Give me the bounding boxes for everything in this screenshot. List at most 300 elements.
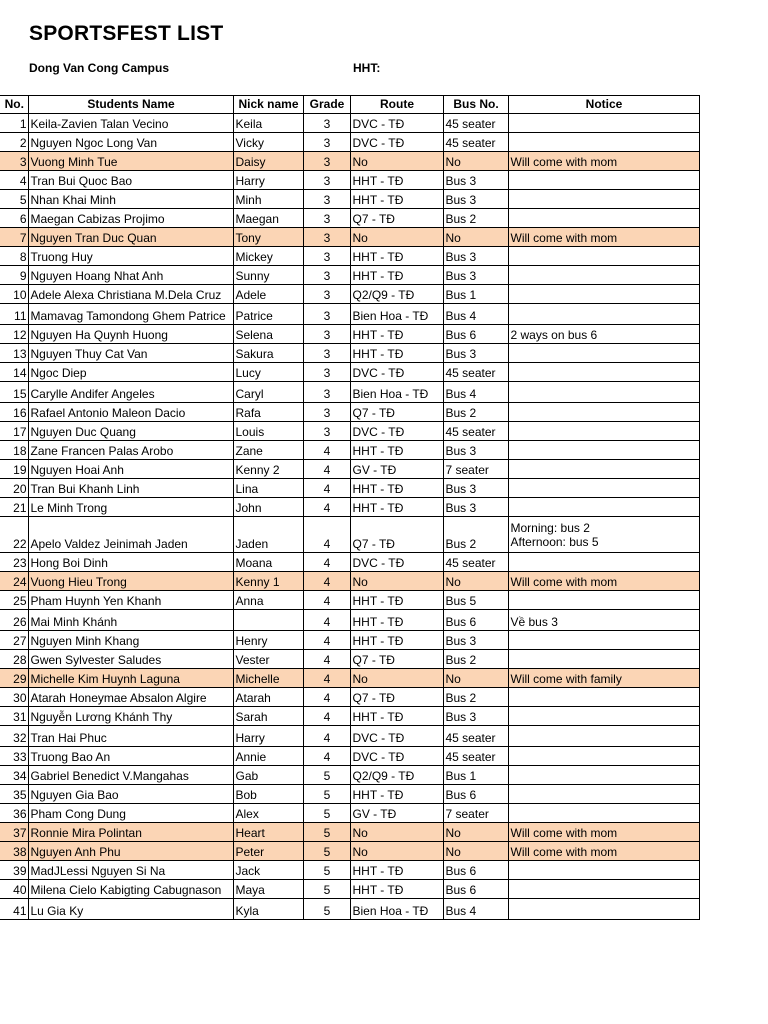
- cell-nick-name: Selena: [233, 325, 303, 344]
- table-row: [0, 823, 699, 842]
- cell-student-name: Tran Bui Khanh Linh: [28, 479, 233, 498]
- table-row: [0, 553, 699, 572]
- table-row: [0, 572, 699, 591]
- cell-student-name: Michelle Kim Huynh Laguna: [28, 669, 233, 688]
- cell-grade: 3: [303, 114, 350, 133]
- cell-notice: [508, 114, 699, 133]
- cell-grade: 3: [303, 285, 350, 304]
- cell-student-name: Pham Cong Dung: [28, 804, 233, 823]
- cell-notice: Will come with mom: [508, 152, 699, 171]
- cell-bus-no: 45 seater: [443, 114, 508, 133]
- cell-bus-no: Bus 1: [443, 766, 508, 785]
- cell-notice: [508, 553, 699, 572]
- cell-no: 32: [0, 726, 28, 747]
- cell-bus-no: Bus 4: [443, 382, 508, 403]
- cell-route: HHT - TĐ: [350, 344, 443, 363]
- cell-nick-name: Sunny: [233, 266, 303, 285]
- cell-notice: Will come with mom: [508, 572, 699, 591]
- cell-notice: [508, 591, 699, 610]
- cell-nick-name: Vester: [233, 650, 303, 669]
- cell-notice: [508, 650, 699, 669]
- cell-grade: 5: [303, 785, 350, 804]
- cell-notice: [508, 382, 699, 403]
- cell-nick-name: John: [233, 498, 303, 517]
- cell-no: 8: [0, 247, 28, 266]
- cell-notice: [508, 190, 699, 209]
- cell-bus-no: Bus 3: [443, 479, 508, 498]
- cell-grade: 4: [303, 460, 350, 479]
- cell-nick-name: Louis: [233, 422, 303, 441]
- cell-grade: 3: [303, 422, 350, 441]
- notice-line: Afternoon: bus 5: [510, 534, 599, 549]
- cell-grade: 4: [303, 650, 350, 669]
- header-row: [0, 96, 699, 114]
- cell-nick-name: Lucy: [233, 363, 303, 382]
- table-row: [0, 152, 699, 171]
- cell-notice: [508, 861, 699, 880]
- cell-nick-name: Patrice: [233, 304, 303, 325]
- cell-no: 34: [0, 766, 28, 785]
- cell-route: Q7 - TĐ: [350, 209, 443, 228]
- cell-nick-name: Sarah: [233, 707, 303, 726]
- cell-student-name: Hong Boi Dinh: [28, 553, 233, 572]
- table-row: [0, 726, 699, 747]
- cell-notice: [508, 285, 699, 304]
- cell-route: HHT - TĐ: [350, 190, 443, 209]
- cell-grade: 5: [303, 842, 350, 861]
- cell-bus-no: Bus 6: [443, 880, 508, 899]
- cell-grade: 4: [303, 747, 350, 766]
- cell-nick-name: Anna: [233, 591, 303, 610]
- cell-bus-no: Bus 3: [443, 190, 508, 209]
- cell-notice: [508, 171, 699, 190]
- cell-grade: 3: [303, 344, 350, 363]
- cell-grade: 4: [303, 498, 350, 517]
- cell-route: Q2/Q9 - TĐ: [350, 285, 443, 304]
- cell-grade: 3: [303, 228, 350, 247]
- cell-student-name: Apelo Valdez Jeinimah Jaden: [28, 517, 233, 553]
- cell-nick-name: Harry: [233, 726, 303, 747]
- cell-no: 15: [0, 382, 28, 403]
- cell-route: HHT - TĐ: [350, 861, 443, 880]
- cell-notice: [508, 766, 699, 785]
- cell-notice: [508, 133, 699, 152]
- cell-grade: 4: [303, 631, 350, 650]
- table-row: [0, 382, 699, 403]
- hht-label: HHT:: [353, 61, 381, 75]
- cell-notice: Will come with family: [508, 669, 699, 688]
- cell-grade: 4: [303, 572, 350, 591]
- cell-notice: [508, 422, 699, 441]
- cell-bus-no: Bus 3: [443, 631, 508, 650]
- cell-route: No: [350, 669, 443, 688]
- cell-route: HHT - TĐ: [350, 880, 443, 899]
- cell-route: HHT - TĐ: [350, 247, 443, 266]
- cell-no: 40: [0, 880, 28, 899]
- cell-student-name: Nguyen Ngoc Long Van: [28, 133, 233, 152]
- cell-no: 16: [0, 403, 28, 422]
- cell-no: 36: [0, 804, 28, 823]
- cell-bus-no: Bus 6: [443, 785, 508, 804]
- cell-bus-no: Bus 3: [443, 707, 508, 726]
- table-row: [0, 285, 699, 304]
- cell-nick-name: Annie: [233, 747, 303, 766]
- cell-route: HHT - TĐ: [350, 610, 443, 631]
- table-row: [0, 171, 699, 190]
- cell-bus-no: Bus 3: [443, 171, 508, 190]
- cell-bus-no: Bus 2: [443, 403, 508, 422]
- cell-student-name: Gwen Sylvester Saludes: [28, 650, 233, 669]
- sportsfest-table: [0, 95, 700, 920]
- cell-route: DVC - TĐ: [350, 422, 443, 441]
- cell-bus-no: Bus 3: [443, 441, 508, 460]
- cell-no: 6: [0, 209, 28, 228]
- table-row: [0, 325, 699, 344]
- cell-no: 4: [0, 171, 28, 190]
- cell-notice: [508, 880, 699, 899]
- cell-grade: 3: [303, 133, 350, 152]
- table-row: [0, 688, 699, 707]
- cell-route: DVC - TĐ: [350, 114, 443, 133]
- table-row: [0, 441, 699, 460]
- cell-bus-no: Bus 3: [443, 344, 508, 363]
- cell-nick-name: Kenny 1: [233, 572, 303, 591]
- cell-no: 10: [0, 285, 28, 304]
- cell-notice: [508, 688, 699, 707]
- cell-student-name: Milena Cielo Kabigting Cabugnason: [28, 880, 233, 899]
- table-row: [0, 460, 699, 479]
- table-row: [0, 247, 699, 266]
- cell-nick-name: Keila: [233, 114, 303, 133]
- notice-line: Morning: bus 2: [510, 520, 590, 535]
- cell-nick-name: Lina: [233, 479, 303, 498]
- cell-route: HHT - TĐ: [350, 171, 443, 190]
- cell-bus-no: 45 seater: [443, 747, 508, 766]
- cell-grade: 3: [303, 325, 350, 344]
- cell-route: DVC - TĐ: [350, 747, 443, 766]
- cell-route: No: [350, 572, 443, 591]
- cell-notice: [508, 363, 699, 382]
- cell-student-name: Le Minh Trong: [28, 498, 233, 517]
- cell-route: HHT - TĐ: [350, 325, 443, 344]
- cell-grade: 5: [303, 899, 350, 920]
- cell-nick-name: Gab: [233, 766, 303, 785]
- cell-notice: [508, 209, 699, 228]
- cell-grade: 3: [303, 266, 350, 285]
- cell-no: 29: [0, 669, 28, 688]
- cell-no: 41: [0, 899, 28, 920]
- cell-notice: [508, 899, 699, 920]
- cell-route: DVC - TĐ: [350, 133, 443, 152]
- cell-student-name: Keila-Zavien Talan Vecino: [28, 114, 233, 133]
- cell-route: HHT - TĐ: [350, 631, 443, 650]
- table-row: [0, 209, 699, 228]
- cell-nick-name: Daisy: [233, 152, 303, 171]
- cell-nick-name: Tony: [233, 228, 303, 247]
- cell-grade: 3: [303, 304, 350, 325]
- cell-grade: 4: [303, 517, 350, 553]
- cell-no: 5: [0, 190, 28, 209]
- cell-no: 9: [0, 266, 28, 285]
- table-row: [0, 266, 699, 285]
- header-nick-name: Nick name: [233, 96, 303, 114]
- cell-no: 39: [0, 861, 28, 880]
- cell-route: HHT - TĐ: [350, 266, 443, 285]
- cell-bus-no: Bus 3: [443, 266, 508, 285]
- cell-nick-name: Kenny 2: [233, 460, 303, 479]
- table-row: [0, 190, 699, 209]
- cell-notice: [508, 247, 699, 266]
- cell-bus-no: 7 seater: [443, 804, 508, 823]
- cell-grade: 4: [303, 707, 350, 726]
- cell-student-name: Nguyen Anh Phu: [28, 842, 233, 861]
- cell-student-name: Atarah Honeymae Absalon Algire: [28, 688, 233, 707]
- cell-no: 12: [0, 325, 28, 344]
- cell-grade: 5: [303, 880, 350, 899]
- cell-route: DVC - TĐ: [350, 726, 443, 747]
- cell-student-name: MadJLessi Nguyen Si Na: [28, 861, 233, 880]
- table-row: [0, 344, 699, 363]
- cell-bus-no: 45 seater: [443, 363, 508, 382]
- cell-bus-no: Bus 6: [443, 861, 508, 880]
- cell-student-name: Lu Gia Ky: [28, 899, 233, 920]
- table-row: [0, 479, 699, 498]
- cell-grade: 4: [303, 669, 350, 688]
- cell-bus-no: 45 seater: [443, 422, 508, 441]
- table-row: [0, 899, 699, 920]
- cell-route: Bien Hoa - TĐ: [350, 899, 443, 920]
- cell-student-name: Tran Hai Phuc: [28, 726, 233, 747]
- cell-notice: [508, 707, 699, 726]
- cell-nick-name: Mickey: [233, 247, 303, 266]
- cell-notice: Will come with mom: [508, 228, 699, 247]
- cell-no: 24: [0, 572, 28, 591]
- cell-route: Q7 - TĐ: [350, 403, 443, 422]
- cell-notice: [508, 304, 699, 325]
- cell-nick-name: Rafa: [233, 403, 303, 422]
- cell-route: DVC - TĐ: [350, 363, 443, 382]
- campus-label: Dong Van Cong Campus: [29, 61, 170, 75]
- cell-grade: 4: [303, 441, 350, 460]
- cell-grade: 4: [303, 553, 350, 572]
- cell-grade: 3: [303, 209, 350, 228]
- table-row: [0, 403, 699, 422]
- cell-grade: 3: [303, 152, 350, 171]
- cell-nick-name: Moana: [233, 553, 303, 572]
- cell-notice: [508, 460, 699, 479]
- cell-bus-no: Bus 1: [443, 285, 508, 304]
- cell-grade: 4: [303, 726, 350, 747]
- cell-grade: 3: [303, 382, 350, 403]
- cell-student-name: Adele Alexa Christiana M.Dela Cruz: [28, 285, 233, 304]
- cell-route: Bien Hoa - TĐ: [350, 304, 443, 325]
- cell-no: 3: [0, 152, 28, 171]
- header-student-name: Students Name: [28, 96, 233, 114]
- cell-bus-no: Bus 2: [443, 688, 508, 707]
- cell-route: Q7 - TĐ: [350, 688, 443, 707]
- cell-no: 23: [0, 553, 28, 572]
- cell-student-name: Gabriel Benedict V.Mangahas: [28, 766, 233, 785]
- cell-bus-no: Bus 6: [443, 325, 508, 344]
- cell-bus-no: Bus 2: [443, 650, 508, 669]
- cell-student-name: Nguyen Ha Quynh Huong: [28, 325, 233, 344]
- cell-route: Bien Hoa - TĐ: [350, 382, 443, 403]
- cell-no: 28: [0, 650, 28, 669]
- cell-student-name: Mai Minh Khánh: [28, 610, 233, 631]
- cell-student-name: Nguyen Hoai Anh: [28, 460, 233, 479]
- table-row: [0, 304, 699, 325]
- cell-student-name: Nguyen Thuy Cat Van: [28, 344, 233, 363]
- cell-bus-no: 45 seater: [443, 553, 508, 572]
- cell-student-name: Maegan Cabizas Projimo: [28, 209, 233, 228]
- cell-grade: 5: [303, 766, 350, 785]
- cell-student-name: Vuong Hieu Trong: [28, 572, 233, 591]
- cell-nick-name: Vicky: [233, 133, 303, 152]
- table-row: [0, 228, 699, 247]
- cell-nick-name: Jack: [233, 861, 303, 880]
- table-row: [0, 861, 699, 880]
- table-row: [0, 631, 699, 650]
- cell-route: HHT - TĐ: [350, 785, 443, 804]
- cell-no: 30: [0, 688, 28, 707]
- cell-route: GV - TĐ: [350, 460, 443, 479]
- cell-nick-name: Sakura: [233, 344, 303, 363]
- cell-student-name: Rafael Antonio Maleon Dacio: [28, 403, 233, 422]
- cell-no: 25: [0, 591, 28, 610]
- cell-notice: [508, 441, 699, 460]
- cell-no: 35: [0, 785, 28, 804]
- table-row: [0, 785, 699, 804]
- table-row: [0, 133, 699, 152]
- cell-no: 22: [0, 517, 28, 553]
- cell-bus-no: No: [443, 152, 508, 171]
- cell-bus-no: Bus 6: [443, 610, 508, 631]
- cell-grade: 4: [303, 610, 350, 631]
- table-row: [0, 766, 699, 785]
- cell-notice: Về bus 3: [508, 610, 699, 631]
- cell-student-name: Ronnie Mira Polintan: [28, 823, 233, 842]
- cell-no: 2: [0, 133, 28, 152]
- cell-nick-name: Maya: [233, 880, 303, 899]
- cell-nick-name: Minh: [233, 190, 303, 209]
- cell-grade: 3: [303, 247, 350, 266]
- cell-no: 37: [0, 823, 28, 842]
- cell-bus-no: Bus 5: [443, 591, 508, 610]
- table-row: [0, 707, 699, 726]
- cell-student-name: Vuong Minh Tue: [28, 152, 233, 171]
- cell-nick-name: Adele: [233, 285, 303, 304]
- cell-route: GV - TĐ: [350, 804, 443, 823]
- cell-route: HHT - TĐ: [350, 498, 443, 517]
- table-row: [0, 610, 699, 631]
- cell-route: No: [350, 823, 443, 842]
- cell-student-name: Ngoc Diep: [28, 363, 233, 382]
- cell-nick-name: Jaden: [233, 517, 303, 553]
- cell-bus-no: No: [443, 228, 508, 247]
- cell-no: 38: [0, 842, 28, 861]
- cell-student-name: Nguyen Tran Duc Quan: [28, 228, 233, 247]
- table-row: [0, 498, 699, 517]
- cell-notice: [508, 785, 699, 804]
- cell-no: 1: [0, 114, 28, 133]
- cell-bus-no: Bus 3: [443, 247, 508, 266]
- cell-nick-name: Caryl: [233, 382, 303, 403]
- cell-grade: 4: [303, 479, 350, 498]
- cell-no: 27: [0, 631, 28, 650]
- cell-bus-no: 45 seater: [443, 133, 508, 152]
- header-bus-no: Bus No.: [443, 96, 508, 114]
- cell-student-name: Nguyen Hoang Nhat Anh: [28, 266, 233, 285]
- cell-notice: [508, 266, 699, 285]
- header-grade: Grade: [303, 96, 350, 114]
- cell-grade: 5: [303, 861, 350, 880]
- cell-no: 11: [0, 304, 28, 325]
- cell-nick-name: Bob: [233, 785, 303, 804]
- cell-no: 17: [0, 422, 28, 441]
- header-notice: Notice: [508, 96, 699, 114]
- cell-no: 31: [0, 707, 28, 726]
- cell-bus-no: Bus 4: [443, 899, 508, 920]
- cell-nick-name: Atarah: [233, 688, 303, 707]
- table-row: [0, 880, 699, 899]
- cell-student-name: Truong Bao An: [28, 747, 233, 766]
- cell-grade: 3: [303, 403, 350, 422]
- cell-bus-no: Bus 4: [443, 304, 508, 325]
- cell-no: 7: [0, 228, 28, 247]
- table-row: [0, 804, 699, 823]
- cell-route: No: [350, 152, 443, 171]
- cell-route: HHT - TĐ: [350, 441, 443, 460]
- cell-notice: [508, 517, 699, 553]
- table-row: [0, 114, 699, 133]
- cell-student-name: Zane Francen Palas Arobo: [28, 441, 233, 460]
- cell-route: Q2/Q9 - TĐ: [350, 766, 443, 785]
- cell-notice: [508, 747, 699, 766]
- cell-route: HHT - TĐ: [350, 479, 443, 498]
- cell-route: HHT - TĐ: [350, 591, 443, 610]
- cell-notice: 2 ways on bus 6: [508, 325, 699, 344]
- cell-nick-name: Alex: [233, 804, 303, 823]
- table-row: [0, 650, 699, 669]
- cell-student-name: Nguyễn Lương Khánh Thy: [28, 707, 233, 726]
- cell-student-name: Carylle Andifer Angeles: [28, 382, 233, 403]
- cell-grade: 4: [303, 688, 350, 707]
- cell-bus-no: Bus 3: [443, 498, 508, 517]
- cell-student-name: Nguyen Duc Quang: [28, 422, 233, 441]
- cell-student-name: Nguyen Gia Bao: [28, 785, 233, 804]
- cell-nick-name: Zane: [233, 441, 303, 460]
- cell-no: 14: [0, 363, 28, 382]
- cell-bus-no: Bus 2: [443, 517, 508, 553]
- cell-route: No: [350, 228, 443, 247]
- cell-student-name: Truong Huy: [28, 247, 233, 266]
- cell-student-name: Pham Huynh Yen Khanh: [28, 591, 233, 610]
- table-body: [0, 114, 699, 920]
- page-title: SPORTSFEST LIST: [29, 22, 224, 45]
- cell-grade: 3: [303, 171, 350, 190]
- cell-route: HHT - TĐ: [350, 707, 443, 726]
- cell-nick-name: Heart: [233, 823, 303, 842]
- cell-no: 19: [0, 460, 28, 479]
- table-row: [0, 591, 699, 610]
- cell-nick-name: Henry: [233, 631, 303, 650]
- cell-no: 26: [0, 610, 28, 631]
- cell-bus-no: 7 seater: [443, 460, 508, 479]
- header-route: Route: [350, 96, 443, 114]
- cell-notice: [508, 804, 699, 823]
- cell-nick-name: Peter: [233, 842, 303, 861]
- cell-nick-name: Maegan: [233, 209, 303, 228]
